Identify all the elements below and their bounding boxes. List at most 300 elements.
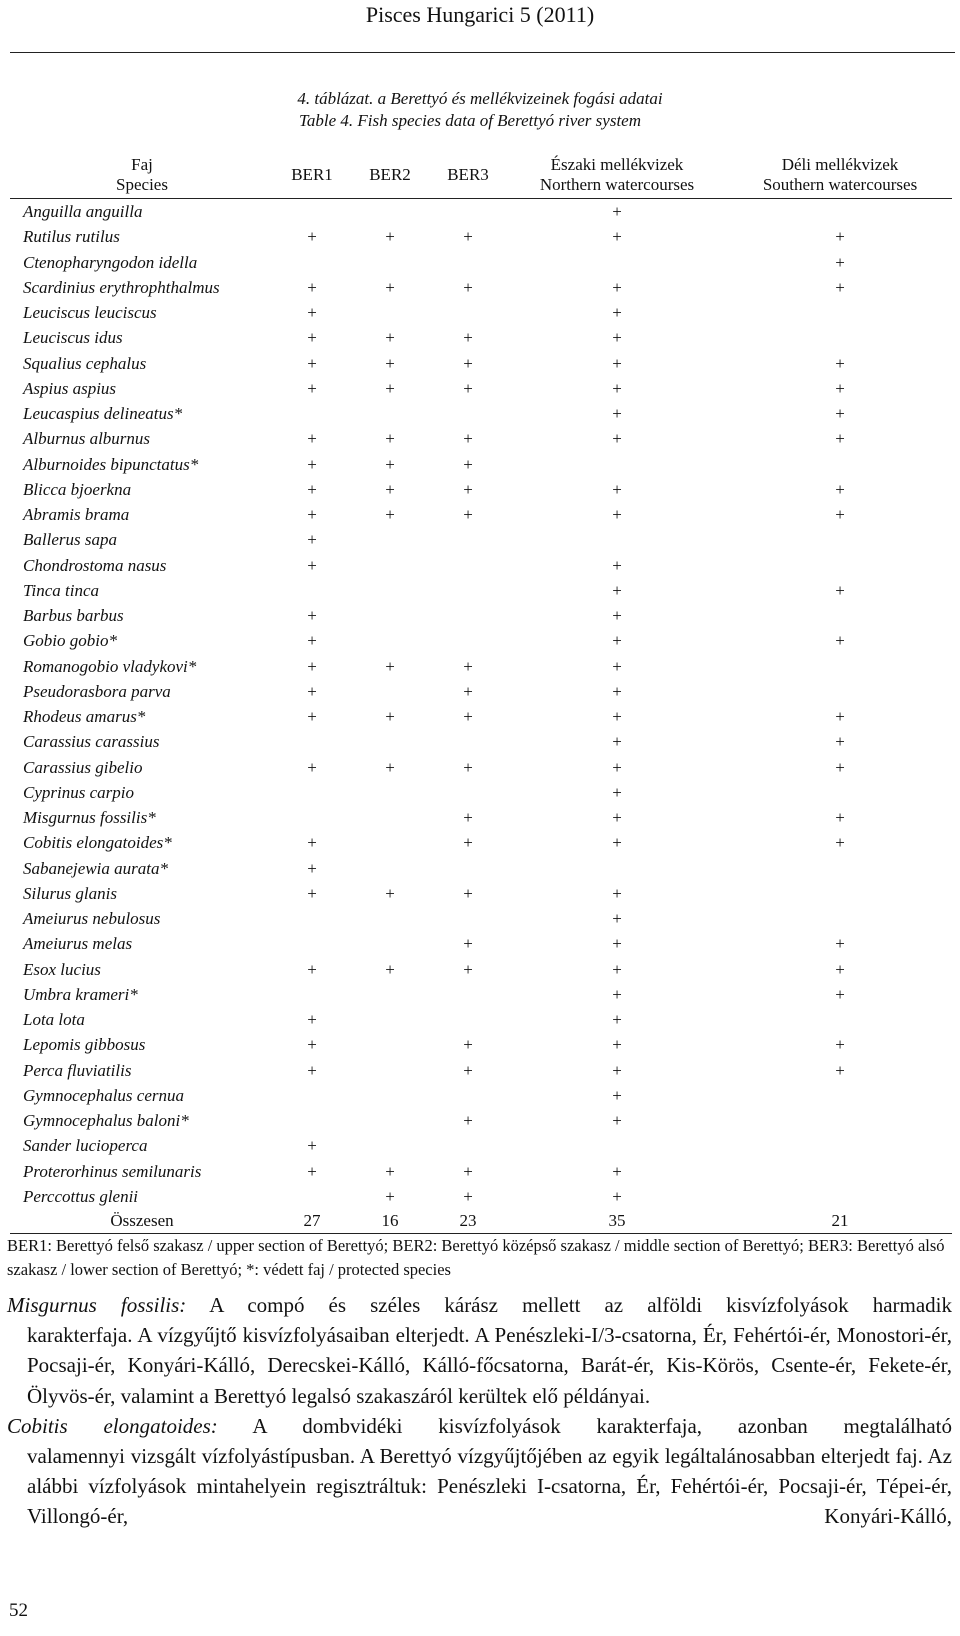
species-name: Perca fluviatilis	[23, 1060, 132, 1080]
cell-southern	[728, 199, 952, 225]
cell-ber1	[274, 1184, 350, 1209]
table-row	[10, 906, 952, 931]
cell-northern: +	[612, 1010, 622, 1029]
cell-southern: +	[835, 934, 845, 954]
table-body	[10, 199, 952, 1210]
species-name: Gymnocephalus baloni*	[23, 1111, 189, 1130]
cell-ber3: +	[463, 833, 473, 853]
cell-ber1: +	[307, 656, 317, 676]
cell-ber3	[430, 527, 506, 552]
paragraph-cobitis	[7, 1411, 952, 1532]
body-text	[7, 1290, 952, 1532]
cell-northern: +	[612, 202, 622, 221]
cell-ber3	[430, 578, 506, 603]
cell-ber2: +	[385, 883, 395, 903]
cell-ber2: +	[385, 959, 395, 979]
cell-ber3: +	[463, 1186, 473, 1206]
cell-ber1: +	[307, 1136, 317, 1156]
cell-northern: +	[612, 782, 622, 802]
cell-ber2	[350, 931, 430, 956]
cell-southern: +	[835, 1060, 845, 1080]
cell-northern: +	[612, 606, 622, 625]
cell-ber3: +	[463, 227, 473, 247]
cell-ber1	[274, 780, 350, 805]
table-row	[10, 1133, 952, 1158]
cell-southern	[728, 553, 952, 578]
cell-ber2: +	[385, 454, 395, 474]
table-row	[10, 351, 952, 376]
species-name: Chondrostoma nasus	[23, 555, 167, 575]
cell-ber2: +	[385, 1161, 395, 1181]
cell-southern: +	[835, 353, 845, 373]
total-southern: 21	[831, 1211, 849, 1230]
cell-northern: +	[612, 656, 622, 676]
species-name: Anguilla anguilla	[23, 202, 143, 221]
cell-northern	[506, 452, 728, 477]
cell-ber2	[350, 199, 430, 225]
cell-ber1	[274, 578, 350, 603]
cell-ber1	[274, 982, 350, 1007]
cell-northern: +	[612, 984, 622, 1004]
table-row	[10, 729, 952, 754]
cell-ber3: +	[463, 277, 473, 297]
cell-ber2	[350, 1058, 430, 1083]
cell-southern	[728, 1133, 952, 1158]
cell-ber3	[430, 603, 506, 628]
table-row	[10, 957, 952, 982]
paragraph-first-line: A compó és széles kárász mellett az alföldi kisvízfolyások harmadik	[209, 1293, 952, 1317]
cell-southern	[728, 906, 952, 931]
cell-southern: +	[835, 505, 845, 524]
cell-ber1	[274, 1083, 350, 1108]
cell-ber3: +	[463, 681, 473, 701]
table-row	[10, 553, 952, 578]
table-row	[10, 830, 952, 855]
cell-northern	[506, 250, 728, 275]
cell-ber3: +	[463, 479, 473, 499]
table-row	[10, 325, 952, 350]
cell-southern: +	[835, 732, 845, 752]
cell-ber3: +	[463, 656, 473, 676]
cell-ber1: +	[307, 555, 317, 575]
species-name: Romanogobio vladykovi*	[23, 656, 197, 676]
table-row	[10, 1058, 952, 1083]
running-header: Pisces Hungarici 5 (2011)	[365, 2, 595, 27]
table-row	[10, 1083, 952, 1108]
cell-southern: +	[835, 833, 845, 853]
cell-northern: +	[612, 303, 622, 322]
cell-ber3	[430, 1083, 506, 1108]
caption-english: Table 4. Fish species data of Berettyó river system	[299, 111, 641, 130]
cell-ber2: +	[385, 353, 395, 373]
table-caption	[0, 88, 960, 132]
table-row	[10, 931, 952, 956]
cell-ber1: +	[307, 833, 317, 853]
table-row	[10, 1032, 952, 1057]
table-row	[10, 426, 952, 451]
cell-ber1	[274, 729, 350, 754]
table-row	[10, 856, 952, 881]
cell-ber3: +	[463, 934, 473, 954]
fish-species-table	[10, 152, 952, 1234]
table-row	[10, 1184, 952, 1209]
cell-ber1	[274, 931, 350, 956]
total-ber3: 23	[459, 1211, 477, 1230]
cell-southern: +	[835, 808, 845, 827]
cell-ber1	[274, 199, 350, 225]
cell-ber2	[350, 679, 430, 704]
cell-southern: +	[835, 757, 845, 777]
cell-southern: +	[835, 404, 845, 423]
species-name: Sander lucioperca	[23, 1136, 148, 1156]
cell-ber3: +	[463, 378, 473, 398]
cell-ber1: +	[307, 277, 317, 297]
cell-ber3	[430, 982, 506, 1007]
table-row	[10, 628, 952, 653]
cell-northern: +	[612, 353, 622, 373]
cell-northern: +	[612, 959, 622, 979]
cell-northern: +	[612, 580, 622, 600]
cell-ber2: +	[385, 479, 395, 499]
species-term: Misgurnus fossilis:	[7, 1293, 187, 1317]
cell-ber3	[430, 729, 506, 754]
cell-ber1: +	[307, 505, 317, 524]
cell-ber1: +	[307, 631, 317, 651]
cell-ber3	[430, 1133, 506, 1158]
cell-ber1: +	[307, 1035, 317, 1055]
table-row	[10, 250, 952, 275]
table-row	[10, 376, 952, 401]
cell-southern: +	[835, 227, 845, 247]
header-northern: Északi mellékvizek Northern watercourses	[539, 155, 695, 194]
cell-northern	[506, 856, 728, 881]
table-row	[10, 881, 952, 906]
cell-northern: +	[612, 1035, 622, 1055]
cell-ber2	[350, 906, 430, 931]
cell-ber2: +	[385, 429, 395, 449]
cell-ber1: +	[307, 454, 317, 474]
cell-southern: +	[835, 378, 845, 398]
table-row	[10, 603, 952, 628]
total-ber2: 16	[381, 1211, 399, 1230]
cell-northern: +	[612, 1161, 622, 1181]
species-name: Misgurnus fossilis*	[23, 808, 156, 827]
cell-ber3	[430, 199, 506, 225]
species-name: Perccottus glenii	[23, 1186, 139, 1206]
species-name: Cyprinus carpio	[23, 782, 134, 802]
table-row	[10, 275, 952, 300]
species-name: Lota lota	[23, 1010, 85, 1029]
cell-ber2	[350, 527, 430, 552]
cell-ber3: +	[463, 429, 473, 449]
cell-ber2	[350, 1133, 430, 1158]
cell-ber2	[350, 250, 430, 275]
cell-ber3: +	[463, 757, 473, 777]
cell-ber1: +	[307, 353, 317, 373]
cell-ber2	[350, 603, 430, 628]
cell-southern	[728, 679, 952, 704]
table-row	[10, 401, 952, 426]
table-row	[10, 224, 952, 249]
table-row	[10, 452, 952, 477]
cell-ber3: +	[463, 808, 473, 827]
paragraph-misgurnus	[7, 1290, 952, 1411]
header-rule	[10, 52, 955, 53]
cell-ber1	[274, 250, 350, 275]
cell-northern: +	[612, 479, 622, 499]
cell-northern: +	[612, 227, 622, 247]
cell-ber3	[430, 401, 506, 426]
cell-ber2	[350, 780, 430, 805]
species-name: Lepomis gibbosus	[23, 1035, 146, 1055]
totals-row	[10, 1209, 952, 1234]
cell-ber3: +	[463, 505, 473, 524]
cell-northern: +	[612, 833, 622, 853]
cell-ber3: +	[463, 454, 473, 474]
cell-ber1: +	[307, 479, 317, 499]
cell-ber1	[274, 401, 350, 426]
cell-southern: +	[835, 277, 845, 297]
cell-northern: +	[612, 404, 622, 423]
species-name: Leuciscus idus	[23, 328, 123, 348]
cell-ber2	[350, 628, 430, 653]
cell-ber1: +	[307, 429, 317, 449]
cell-northern: +	[612, 505, 622, 524]
species-name: Alburnus alburnus	[23, 429, 151, 449]
species-name: Ctenopharyngodon idella	[23, 252, 198, 272]
total-northern: 35	[608, 1211, 626, 1230]
totals-label: Összesen	[110, 1211, 174, 1230]
cell-ber1: +	[307, 883, 317, 903]
cell-southern: +	[835, 959, 845, 979]
cell-ber2: +	[385, 227, 395, 247]
species-term: Cobitis elongatoides:	[7, 1413, 218, 1438]
cell-southern: +	[835, 429, 845, 449]
cell-ber1: +	[307, 1010, 317, 1029]
header-ber1: BER1	[291, 165, 333, 184]
cell-southern	[728, 654, 952, 679]
cell-ber2: +	[385, 656, 395, 676]
cell-southern	[728, 780, 952, 805]
species-name: Barbus barbus	[23, 606, 124, 625]
cell-southern	[728, 452, 952, 477]
species-name: Leuciscus leuciscus	[23, 303, 157, 322]
paragraph-body: karakterfaja. A vízgyűjtő kisvízfolyásaiban elterjedt. A Penészleki-I/3-csatorna, Ér, Fehértói-ér, Monostori-ér, Pocsaji-ér, Konyári-Kálló, Derecskei-Kálló, Kálló-főcsatorna, Barát-ér, Kis-Körös, Csente-ér, Fekete-ér, Ölyvös-ér, valamint a Berettyó legalsó szakaszáról kerültek elő példányai.	[27, 1323, 952, 1408]
cell-ber1: +	[307, 959, 317, 979]
cell-southern	[728, 856, 952, 881]
cell-northern: +	[612, 707, 622, 726]
cell-northern: +	[612, 1060, 622, 1080]
paragraph-first-line: A dombvidéki kisvízfolyások karakterfaja, azonban megtalálható	[252, 1413, 953, 1438]
cell-ber2: +	[385, 277, 395, 297]
species-name: Carassius carassius	[23, 732, 160, 752]
cell-ber1	[274, 1108, 350, 1133]
cell-southern: +	[835, 479, 845, 499]
species-name: Squalius cephalus	[23, 353, 147, 373]
cell-ber1: +	[307, 328, 317, 348]
cell-ber2	[350, 856, 430, 881]
species-name: Rutilus rutilus	[23, 227, 120, 247]
caption-hungarian: 4. táblázat. a Berettyó és mellékvizeinek fogási adatai	[297, 89, 663, 108]
table-row	[10, 755, 952, 780]
cell-southern	[728, 881, 952, 906]
cell-southern: +	[835, 631, 845, 651]
species-name: Pseudorasbora parva	[23, 681, 171, 701]
cell-ber1: +	[307, 303, 317, 322]
cell-ber2	[350, 982, 430, 1007]
cell-ber2	[350, 729, 430, 754]
cell-ber2	[350, 1032, 430, 1057]
cell-northern: +	[612, 378, 622, 398]
cell-ber1: +	[307, 858, 317, 878]
table-row	[10, 1007, 952, 1032]
species-name: Scardinius erythrophthalmus	[23, 277, 220, 297]
cell-ber2: +	[385, 757, 395, 777]
cell-ber3: +	[463, 883, 473, 903]
table-footnote: BER1: Berettyó felső szakasz / upper section of Berettyó; BER2: Berettyó középső szakasz / middle section of Berettyó; BER3: Berettyó alsó szakasz / lower section of Berettyó; *: védett faj / protected species	[7, 1236, 945, 1279]
cell-ber1: +	[307, 1060, 317, 1080]
cell-northern: +	[612, 883, 622, 903]
cell-northern: +	[612, 732, 622, 752]
species-name: Ballerus sapa	[23, 530, 117, 550]
cell-ber3: +	[463, 1035, 473, 1055]
cell-northern: +	[612, 555, 622, 575]
cell-northern: +	[612, 1186, 622, 1206]
species-name: Abramis brama	[23, 505, 130, 524]
cell-southern	[728, 1108, 952, 1133]
cell-southern: +	[835, 984, 845, 1004]
species-name: Aspius aspius	[23, 378, 117, 398]
cell-ber1: +	[307, 530, 317, 550]
table-row	[10, 982, 952, 1007]
cell-northern: +	[612, 1085, 622, 1105]
cell-ber2	[350, 578, 430, 603]
species-name: Gymnocephalus cernua	[23, 1085, 184, 1105]
table-row	[10, 502, 952, 527]
cell-southern: +	[835, 252, 845, 272]
cell-ber3: +	[463, 707, 473, 726]
cell-northern: +	[612, 328, 622, 348]
cell-ber3: +	[463, 1060, 473, 1080]
header-ber2: BER2	[369, 165, 411, 184]
cell-northern: +	[612, 681, 622, 701]
header-ber3: BER3	[447, 165, 489, 184]
table-row	[10, 578, 952, 603]
species-name: Esox lucius	[23, 959, 101, 979]
species-name: Carassius gibelio	[23, 757, 143, 777]
cell-ber2	[350, 553, 430, 578]
table-row	[10, 199, 952, 225]
cell-ber3	[430, 1007, 506, 1032]
table-row	[10, 704, 952, 729]
table-row	[10, 1159, 952, 1184]
cell-northern	[506, 527, 728, 552]
total-ber1: 27	[303, 1211, 321, 1230]
cell-ber2	[350, 1108, 430, 1133]
cell-ber3: +	[463, 959, 473, 979]
cell-southern: +	[835, 707, 845, 726]
cell-ber2: +	[385, 707, 395, 726]
paragraph-body: valamennyi vizsgált vízfolyástípusban. A Berettyó vízgyűjtőjében az egyik legáltalánosabban elterjedt faj. Az alábbi vízfolyások mintahelyein regisztráltuk: Penészleki I-csatorna, Ér, Fehértói-ér, Pocsaji-ér, Tépei-ér, Villongó-ér, Konyári-Kálló,	[27, 1444, 952, 1529]
cell-ber3: +	[463, 353, 473, 373]
species-name: Gobio gobio*	[23, 631, 117, 651]
cell-southern	[728, 527, 952, 552]
cell-northern: +	[612, 277, 622, 297]
cell-ber2: +	[385, 328, 395, 348]
species-name: Tinca tinca	[23, 580, 100, 600]
table-row	[10, 300, 952, 325]
cell-ber3: +	[463, 1111, 473, 1130]
cell-ber3	[430, 628, 506, 653]
cell-ber2	[350, 805, 430, 830]
header-southern: Déli mellékvizek Southern watercourses	[762, 155, 918, 194]
cell-southern	[728, 325, 952, 350]
table-row	[10, 477, 952, 502]
header-species: Faj Species	[116, 155, 168, 194]
cell-ber3: +	[463, 1161, 473, 1181]
species-name: Leucaspius delineatus*	[23, 404, 183, 423]
table-row	[10, 679, 952, 704]
cell-southern	[728, 300, 952, 325]
cell-northern: +	[612, 909, 622, 928]
cell-southern	[728, 603, 952, 628]
table-row	[10, 1108, 952, 1133]
cell-ber2: +	[385, 505, 395, 524]
cell-ber2	[350, 1007, 430, 1032]
species-name: Umbra krameri*	[23, 984, 138, 1004]
cell-ber3	[430, 780, 506, 805]
cell-southern: +	[835, 580, 845, 600]
cell-ber2	[350, 300, 430, 325]
page-number: 52	[9, 1600, 28, 1621]
species-name: Alburnoides bipunctatus*	[23, 454, 199, 474]
cell-southern: +	[835, 1035, 845, 1055]
cell-ber1: +	[307, 378, 317, 398]
cell-southern	[728, 1007, 952, 1032]
species-name: Cobitis elongatoides*	[23, 833, 172, 853]
cell-southern	[728, 1159, 952, 1184]
species-name: Proterorhinus semilunaris	[23, 1161, 202, 1181]
species-name: Sabanejewia aurata*	[23, 858, 168, 878]
cell-northern: +	[612, 429, 622, 449]
cell-northern: +	[612, 808, 622, 827]
cell-ber1	[274, 805, 350, 830]
table-row	[10, 805, 952, 830]
cell-ber1: +	[307, 681, 317, 701]
table-header-row	[10, 152, 952, 199]
species-name: Ameiurus nebulosus	[23, 909, 161, 928]
cell-ber1	[274, 906, 350, 931]
cell-ber3	[430, 300, 506, 325]
cell-ber1: +	[307, 707, 317, 726]
species-name: Silurus glanis	[23, 883, 117, 903]
table-row	[10, 527, 952, 552]
cell-ber3	[430, 906, 506, 931]
species-name: Rhodeus amarus*	[23, 707, 146, 726]
cell-ber2	[350, 1083, 430, 1108]
species-name: Blicca bjoerkna	[23, 479, 132, 499]
cell-ber3	[430, 250, 506, 275]
cell-northern: +	[612, 1111, 622, 1130]
cell-southern	[728, 1184, 952, 1209]
cell-ber3	[430, 553, 506, 578]
cell-ber2: +	[385, 378, 395, 398]
cell-northern: +	[612, 757, 622, 777]
cell-ber1: +	[307, 606, 317, 625]
cell-ber2	[350, 401, 430, 426]
cell-ber1: +	[307, 227, 317, 247]
cell-ber1: +	[307, 1161, 317, 1181]
